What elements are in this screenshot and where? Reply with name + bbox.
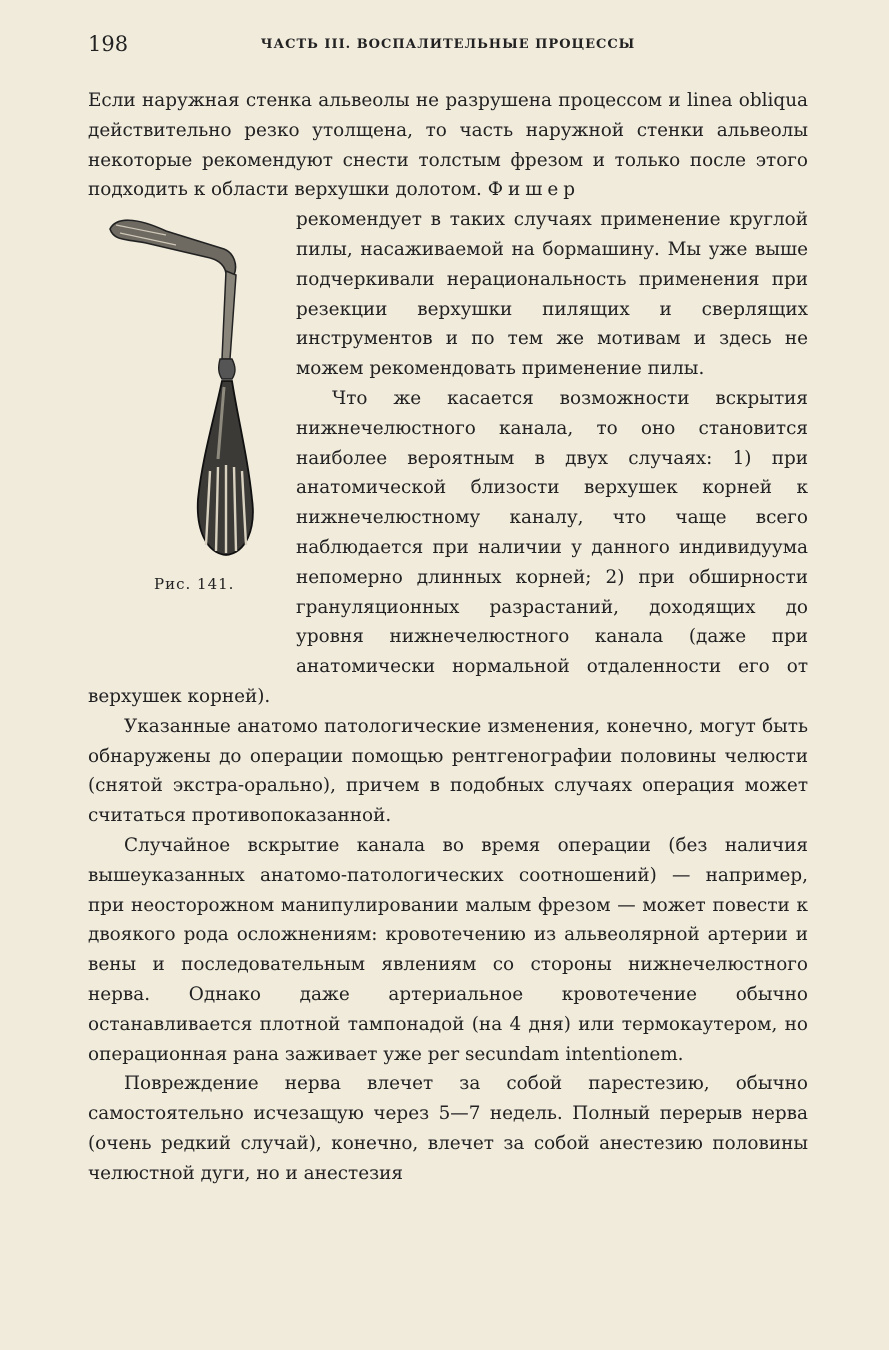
running-title: ЧАСТЬ III. ВОСПАЛИТЕЛЬНЫЕ ПРОЦЕССЫ bbox=[260, 37, 636, 52]
figure-141 bbox=[88, 205, 288, 673]
page-header bbox=[88, 32, 808, 62]
paragraph-2: Что же касается возможности вскрытия нижнечелюстного канала, то оно становится наиболее вероятным в двух случаях: 1) при анатомической близости верхушек корней к нижнечелюстному каналу, что чаще всего наблюдается при наличии у данного индивидуума непомерно длинных корней; 2) при обширности грануляционных разрастаний, доходящих до уровня нижнечелюстного канала (даже при анатомически нормальной отдаленности его от верхушек корней). bbox=[88, 387, 808, 707]
paragraph-5: Повреждение нерва влечет за собой парестезию, обычно самостоятельно исчезащую через 5—7 недель. Полный перерыв нерва (очень редкий случай), конечно, влечет за собой анестезию половины челюстной дуги, но и анестезия bbox=[88, 1073, 808, 1184]
paragraph-3: Указанные анатомо патологические изменения, конечно, могут быть обнаружены до операции помощью рентгенографии половины челюсти (снятой экстра-орально), причем в подобных случаях операция может считаться противопоказанной. bbox=[88, 715, 808, 827]
chisel-instrument-illustration bbox=[106, 209, 266, 569]
paragraph-1-end: рекомендует в таких случаях применение круглой пилы, насаживаемой на бормашину. Мы уже выше подчеркивали нерациональность применения при резекции верхушки пилящих и сверлящих инструментов и по тем же мотивам и здесь не можем рекомендовать применение пилы. bbox=[296, 209, 808, 380]
paragraph-1-text: Если наружная стенка альвеолы не разрушена процессом и linea obliqua действительно резко утолщена, то часть наружной стенки альвеолы некоторые рекомендуют снести толстым фрезом и только после этого подходить к области верхушки долотом. bbox=[88, 90, 808, 201]
figure-caption: Рис. 141. bbox=[154, 575, 235, 594]
body-text bbox=[88, 86, 808, 1188]
paragraph-4: Случайное вскрытие канала во время операции (без наличия вышеуказанных анатомо-патологических соотношений) — например, при неосторожном манипулировании малым фрезом — может повести к двоякого рода осложнениям: кровотечению из альвеолярной артерии и вены и последовательным явлениям со стороны нижнечелюстного нерва. Однако даже артериальное кровотечение обычно останавливается плотной тампонадой (на 4 дня) или термокаутером, но операционная рана заживает уже per secundam intentionem. bbox=[88, 834, 808, 1065]
paragraph-1-start bbox=[88, 86, 808, 205]
page-number: 198 bbox=[88, 32, 129, 56]
author-name: Фишер bbox=[487, 179, 581, 201]
